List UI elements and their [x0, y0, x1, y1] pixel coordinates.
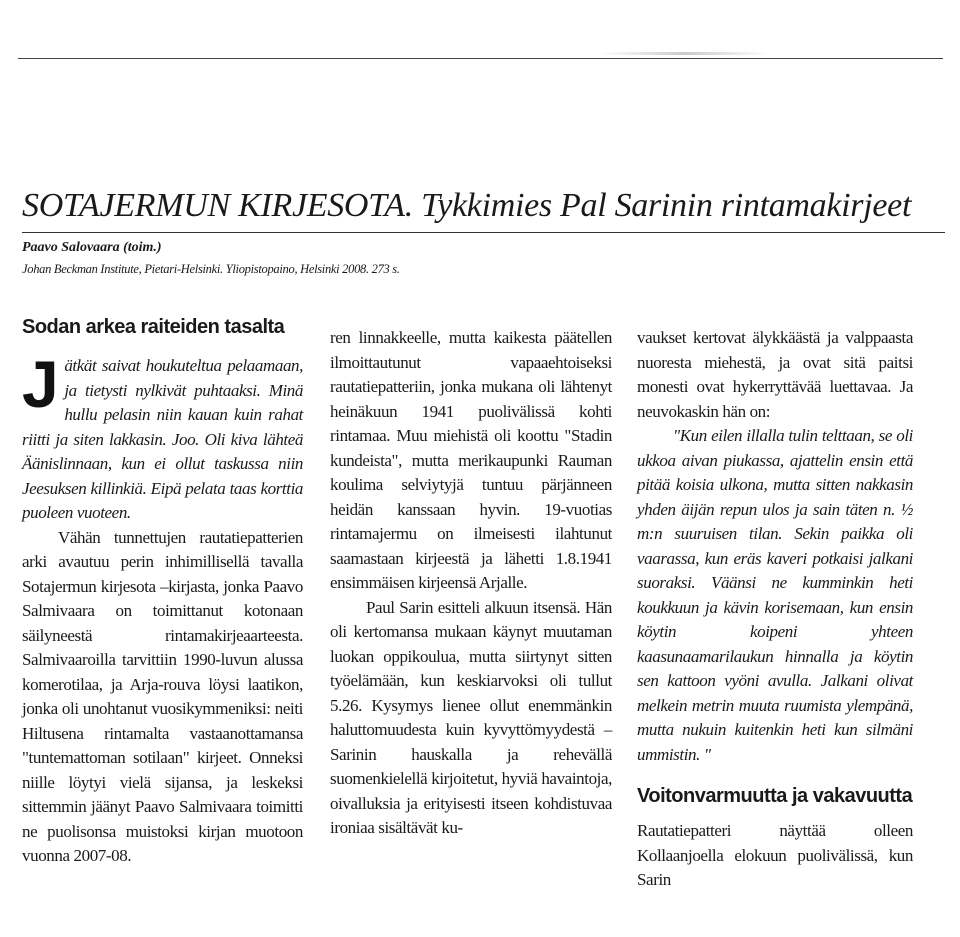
article-title: SOTAJERMUN KIRJESOTA. Tykkimies Pal Sarinin rintamakirjeet — [22, 187, 912, 224]
body-paragraph: vaukset kertovat älykkäästä ja valppaasta nuoresta miehestä, ja ovat sitä paitsi monesti ovat hykerryttävää luettavaa. Ja neuvokaskin hän on: — [637, 328, 913, 421]
body-paragraph: ren linnakkeelle, mutta kaikesta päätellen ilmoittautunut vapaaehtoiseksi rautatiepatteriin, jonka mukana oli lähtenyt heinäkuun 1941 puolivälissä kohti rintamaa. Muu miehistä oli koottu "Stadin kundeista", mutta merikaupunki Rauman koulima selviytyjä tuntuu pärjänneen heidän kanssaan hyvin. 19-vuotias rintamajermu on ilmeisesti ilahtunut saamastaan kirjeestä ja lähetti 1.8.1941 ensimmäisen kirjeensä Arjalle. — [330, 328, 612, 592]
body-paragraph: Rautatiepatteri näyttää olleen Kollaanjoella elokuun puolivälissä, kun Sarin — [637, 821, 913, 889]
column-1 — [22, 312, 303, 869]
intro-paragraph — [22, 347, 303, 526]
top-rule — [18, 58, 943, 59]
section-heading-1: Sodan arkea raiteiden tasalta — [22, 316, 285, 338]
body-paragraph: Paul Sarin esitteli alkuun itsensä. Hän oli kertomansa mukaan käynyt muutaman luokan oppikoulua, mutta siirtynyt sitten työelämään, kun keskiarvoksi oli tullut 5.26. Kysymys lienee ollut enemmänkin haluttomuudesta kuin kyvyttömyydestä – Sarinin hauskalla ja rehevällä suomenkielellä kirjoitetut, hyviä havaintoja, oivalluksia ja erityisesti itseen kohdistuvaa ironiaa sisältävät ku- — [330, 597, 612, 837]
editor-line: Paavo Salovaara (toim.) — [22, 240, 162, 255]
publication-info: Johan Beckman Institute, Pietari-Helsinki. Yliopistopaino, Helsinki 2008. 273 s. — [22, 262, 400, 276]
drop-cap: J — [22, 347, 59, 421]
title-rule — [22, 232, 945, 233]
intro-text: ätkät saivat houkuteltua pelaamaan, ja tietysti nylkivät puhtaaksi. Minä hullu pelasin niin kauan kuin rahat riitti ja siten lakkasin. Joo. Oli kiva lähteä Äänislinnaan, kun ei ollut taskussa niin Jeesuksen killinkiä. Eipä pelata taas korttia puoleen vuoteen. — [22, 356, 303, 522]
section-heading-2: Voitonvarmuutta ja vakavuutta — [637, 785, 913, 807]
quote-paragraph: "Kun eilen illalla tulin telttaan, se oli ukkoa aivan piukassa, ajattelin ensin että pitää koisia ulkona, mutta sitten nakkasin yhden äijän repun ulos ja sain täten n. ½ m:n suuruisen tilan. Sekin paikka oli vaarassa, kun eräs kaveri potkaisi jalkani suoraksi. Väänsi ne kumminkin heti koukkuun ja kävin korisemaan, kun ensin köytin koipeni yhteen kaasunaamarilaukun hinnalla ja köytin sen kattoon vyöni avulla. Jalkani olivat melkein metrin muuta ruumista ylempänä, mutta nukuin kuitenkin heti kun silmäni ummistin. " — [637, 426, 913, 764]
column-2 — [330, 326, 612, 841]
body-paragraph: Vähän tunnettujen rautatiepatterien arki avautuu perin inhimillisellä tavalla Sotajermun kirjesota –kirjasta, jonka Paavo Salmivaara on toimittanut kotonaan säilyneestä rintamakirjeaarteesta. Salmivaaroilla tarvittiin 1990-luvun alussa komerotilaa, ja Arja-rouva löysi laatikon, jonka oli unohtanut vuosikymmeniksi: neiti Hiltusena rintamalta vastaanottamansa "tuntemattoman sotilaan" kirjeet. Onneksi niille löytyi vielä sijansa, ja leskeksi sittemmin jäänyt Paavo Salmivaara toimitti ne puolisonsa muistoksi kirjan muotoon vuonna 2007-08. — [22, 527, 303, 865]
column-3 — [637, 326, 913, 893]
scan-artifact — [600, 52, 770, 55]
